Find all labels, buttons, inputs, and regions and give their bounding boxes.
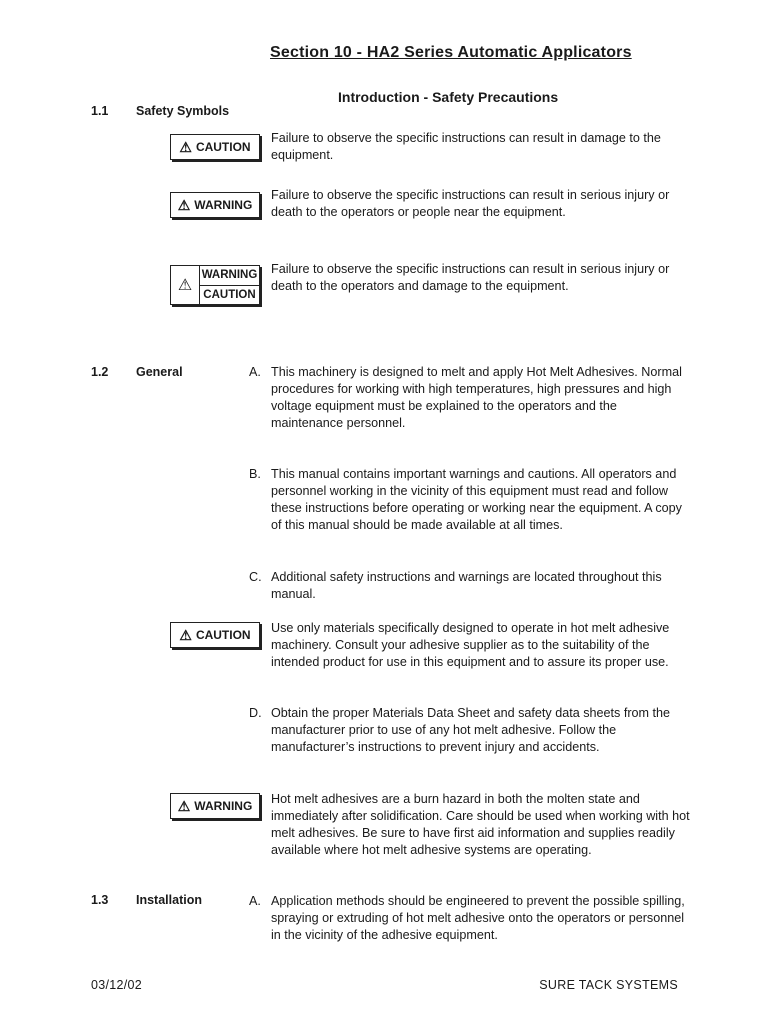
general-item-b: [249, 466, 689, 534]
warning-badge-label: WARNING: [194, 799, 253, 813]
general-item-c: [249, 569, 689, 603]
caution-badge: [170, 134, 260, 160]
warning-triangle-icon: ⚠: [177, 798, 191, 814]
item-text: This manual contains important warnings and cautions. All operators and personnel working in the vicinity of this equipment must read and follow these instructions before operating or working near the equipment. A copy of this manual should be made available at all times.: [271, 467, 682, 532]
item-text: Application methods should be engineered to prevent the possible spilling, spraying or extruding of hot melt adhesive onto the operators or personnel in the vicinity of the adhesive equipment.: [271, 894, 685, 942]
warning-note: Hot melt adhesives are a burn hazard in both the molten state and immediately after solidification. Care should be used when working with hot melt adhesives. Be sure to have first aid information and supplies readily available where hot melt adhesive systems are operating.: [271, 792, 690, 857]
item-letter: D.: [249, 706, 262, 720]
warning-triangle-icon: ⚠: [179, 139, 192, 155]
item-letter: B.: [249, 467, 261, 481]
warning-triangle-icon: ⚠: [179, 627, 192, 643]
section-label-safety-symbols: Safety Symbols: [136, 104, 230, 118]
warning-caution-description: Failure to observe the specific instructions can result in serious injury or death to the operators and damage to the equipment.: [271, 262, 670, 293]
footer-date: 03/12/02: [91, 978, 143, 992]
item-text: Obtain the proper Materials Data Sheet and safety data sheets from the manufacturer prior to use of any hot melt adhesive. Follow the manufacturer’s instructions to prevent injury and accidents.: [271, 706, 671, 754]
warning-triangle-icon: ⚠: [177, 277, 193, 294]
caution-badge: [170, 622, 260, 648]
warning-caution-badge: [170, 265, 260, 305]
combo-caution-label: CAUTION: [203, 288, 256, 301]
warning-triangle-icon: ⚠: [177, 197, 191, 213]
section-label-general: General: [136, 365, 183, 379]
footer-company: SURE TACK SYSTEMS: [539, 978, 678, 992]
caution-description: Failure to observe the specific instructions can result in damage to the equipment.: [271, 131, 661, 162]
section-label-installation: Installation: [136, 893, 202, 907]
item-text: This machinery is designed to melt and apply Hot Melt Adhesives. Normal procedures for working with high temperatures, high pressures and high voltage equipment must be explained to the operators and the maintenance personnel.: [271, 365, 682, 430]
warning-description: Failure to observe the specific instructions can result in serious injury or death to the operators or people near the equipment.: [271, 188, 670, 219]
item-letter: A.: [249, 894, 261, 908]
warning-badge: [170, 192, 260, 218]
section-number-1-2: 1.2: [91, 365, 109, 379]
section-title: Section 10 - HA2 Series Automatic Applicators: [270, 44, 632, 61]
general-item-a: [249, 364, 689, 432]
warning-badge: [170, 793, 260, 819]
caution-badge-label: CAUTION: [195, 140, 251, 154]
general-item-d: [249, 705, 689, 756]
warning-badge-label: WARNING: [194, 198, 253, 212]
caution-note: Use only materials specifically designed to operate in hot melt adhesive machinery. Consult your adhesive supplier as to the suitability of the intended product for use in this equipment and to assure its proper use.: [271, 621, 670, 669]
installation-item-a: [249, 893, 689, 944]
section-number-1-3: 1.3: [91, 893, 109, 907]
item-text: Additional safety instructions and warnings are located throughout this manual.: [271, 570, 662, 601]
item-letter: C.: [249, 570, 262, 584]
combo-warning-label: WARNING: [200, 266, 259, 286]
section-number-1-1: 1.1: [91, 104, 109, 118]
caution-badge-label: CAUTION: [195, 628, 251, 642]
page-subtitle: Introduction - Safety Precautions: [338, 89, 559, 105]
item-letter: A.: [249, 365, 261, 379]
